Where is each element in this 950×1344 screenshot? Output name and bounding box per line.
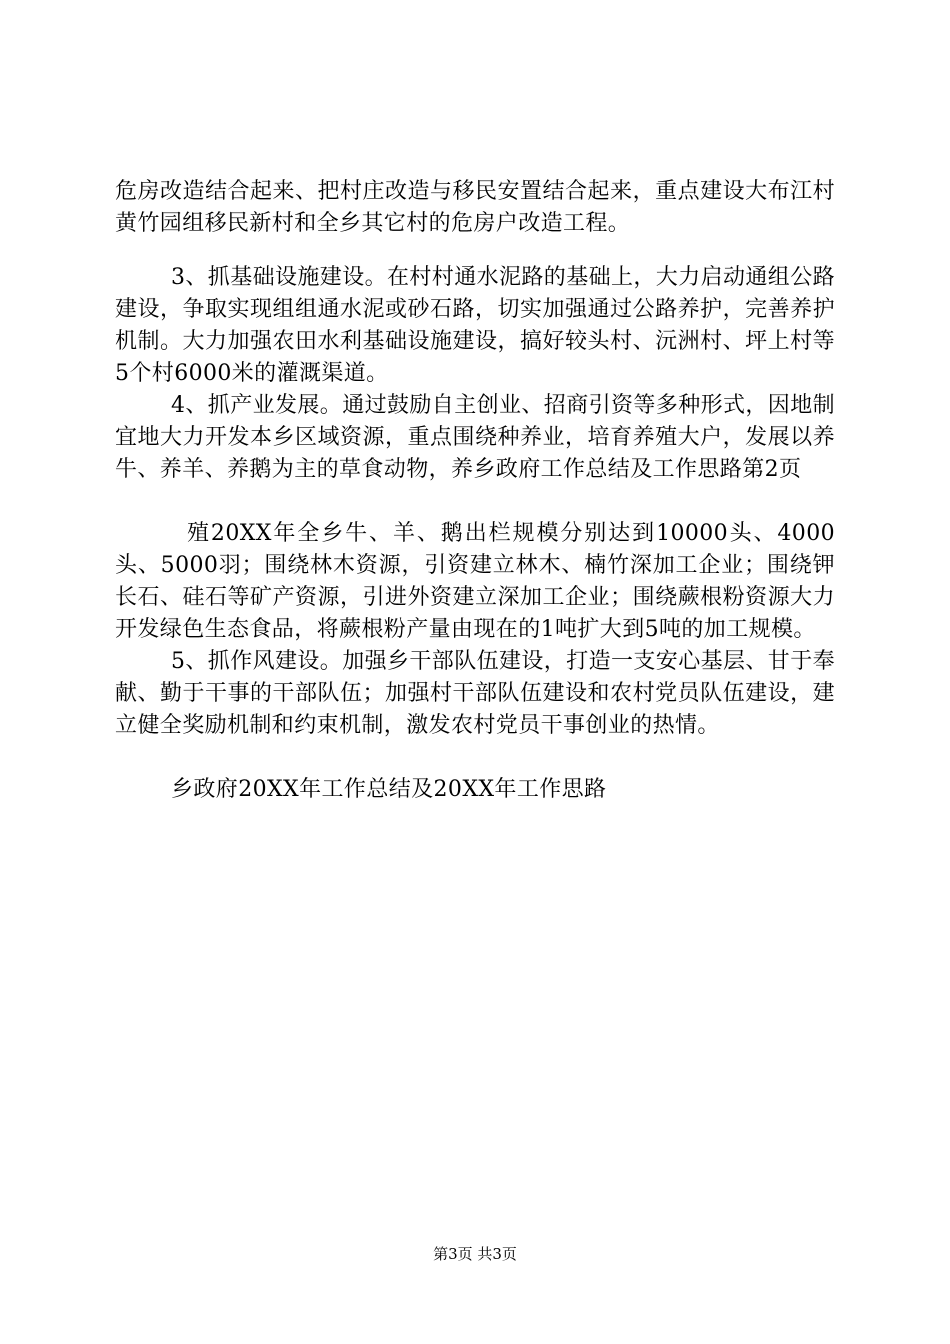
paragraph-title-line: 乡政府20XX年工作总结及20XX年工作思路 (171, 777, 607, 802)
paragraph-industry-continued: 殖20XX年全乡牛、羊、鹅出栏规模分别达到10000头、4000头、5000羽；围绕林木资源，引资建立林木、楠竹深加工企业；围绕钾长石、硅石等矿产资源，引进外资建立深加工企业；围绕蕨根粉资源大力开发绿色生态食品，将蕨根粉产量由现在的1吨扩大到5吨的加工规模。 (115, 521, 835, 642)
paragraph-work-style: 5、抓作风建设。加强乡干部队伍建设，打造一支安心基层、甘于奉献、勤于干事的干部队伍；加强村干部队伍建设和农村党员队伍建设，建立健全奖励机制和约束机制，激发农村党员干事创业的热情。 (115, 649, 835, 738)
paragraph-infrastructure: 3、抓基础设施建设。在村村通水泥路的基础上，大力启动通组公路建设，争取实现组组通水泥或砂石路，切实加强通过公路养护，完善养护机制。大力加强农田水利基础设施建设，搞好较头村、沅洲村、坪上村等5个村6000米的灌溉渠道。 (115, 265, 835, 386)
page-number-footer: 第3页 共3页 (433, 1245, 517, 1263)
paragraph-continuation: 危房改造结合起来、把村庄改造与移民安置结合起来，重点建设大布江村黄竹园组移民新村和全乡其它村的危房户改造工程。 (115, 179, 835, 236)
paragraph-industry: 4、抓产业发展。通过鼓励自主创业、招商引资等多种形式，因地制宜地大力开发本乡区域资源，重点围绕种养业，培育养殖大户，发展以养牛、养羊、养鹅为主的草食动物，养乡政府工作总结及工作思路第2页 (115, 393, 835, 482)
